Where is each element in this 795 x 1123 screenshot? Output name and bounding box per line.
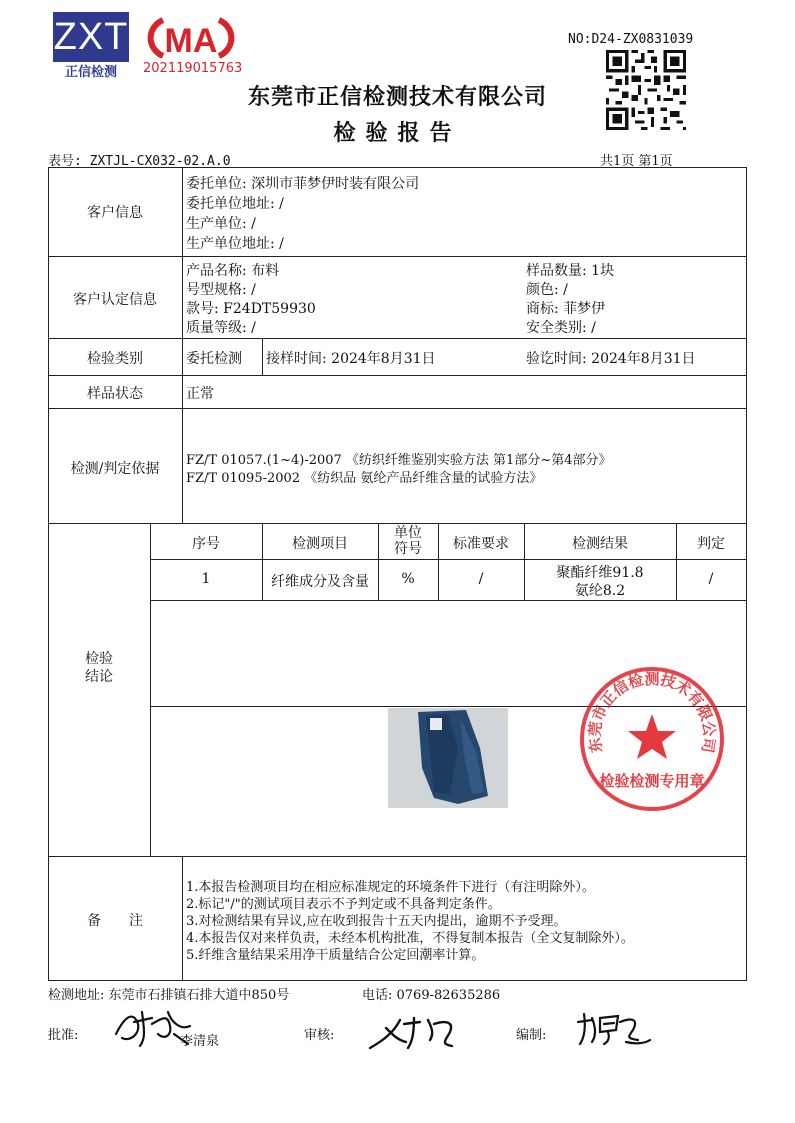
fabric-sample-photo	[388, 708, 508, 808]
product-style: 款号: F24DT59930	[186, 301, 316, 317]
received-date: 接样时间: 2024年8月31日	[266, 351, 436, 367]
row-seq: 1	[201, 571, 211, 587]
seal-bottom-text: 检验检测专用章	[599, 772, 705, 790]
row-verdict: /	[708, 571, 714, 587]
remark-1: 1.本报告检测项目均在相应标准规定的环境条件下进行（有注明除外）。	[186, 880, 595, 895]
form-number: 表号: ZXTJL-CX032-02.A.0	[48, 154, 231, 169]
conclusion-label: 检验 结论	[85, 651, 113, 685]
remark-2: 2.标记"/"的测试项目表示不予判定或不具备判定条件。	[186, 897, 501, 912]
prepare-label: 编制:	[516, 1028, 547, 1043]
official-seal	[577, 664, 727, 814]
product-info-label: 客户认定信息	[73, 292, 157, 308]
product-brand: 商标: 菲梦伊	[526, 301, 606, 317]
client-address: 委托单位地址: /	[186, 196, 284, 212]
producer-address: 生产单位地址: /	[186, 236, 284, 252]
client-info-label: 客户信息	[87, 205, 143, 221]
header-verdict: 判定	[697, 536, 725, 552]
cma-logo	[143, 14, 239, 60]
header-seq: 序号	[192, 536, 220, 552]
inspection-type-label: 检验类别	[87, 351, 143, 367]
product-name: 产品名称: 布料	[186, 263, 280, 279]
zxt-logo-subtitle: 正信检测	[64, 65, 117, 80]
sample-state-value: 正常	[186, 386, 214, 402]
product-model: 号型规格: /	[186, 282, 256, 298]
phone-number: 电话: 0769-82635286	[362, 988, 501, 1003]
cma-logo-text: MA	[164, 22, 218, 60]
basis-standard-1: FZ/T 01057.(1~4)-2007 《纺织纤维鉴别实验方法 第1部分~第4部分》	[186, 453, 612, 468]
qr-code-icon	[606, 50, 686, 130]
sample-state-label: 样品状态	[87, 386, 143, 402]
product-grade: 质量等级: /	[186, 320, 256, 336]
preparer-signature	[574, 1008, 654, 1048]
remark-3: 3.对检测结果有异议,应在收到报告十五天内提出，逾期不予受理。	[186, 914, 567, 929]
header-item: 检测项目	[292, 536, 348, 552]
remark-4: 4.本报告仅对来样负责，未经本机构批准，不得复制本报告（全文复制除外）。	[186, 931, 634, 946]
page-info: 共1页 第1页	[600, 154, 673, 169]
header-result: 检测结果	[572, 536, 628, 552]
company-title: 东莞市正信检测技术有限公司	[247, 85, 547, 110]
review-label: 审核:	[304, 1028, 335, 1043]
approver-name: 李清泉	[180, 1034, 220, 1049]
product-color: 颜色: /	[526, 282, 568, 298]
producer-unit: 生产单位: /	[186, 216, 256, 232]
row-result-line1: 聚酯纤维91.8	[556, 565, 644, 581]
row-standard: /	[478, 571, 484, 587]
header-standard: 标准要求	[453, 536, 509, 552]
zxt-logo: ZXT	[53, 12, 129, 62]
remarks-label: 备 注	[87, 913, 143, 929]
test-address: 检测地址: 东莞市石排镇石排大道中850号	[48, 988, 290, 1003]
basis-standard-2: FZ/T 01095-2002 《纺织品 氨纶产品纤维含量的试验方法》	[186, 471, 543, 486]
safety-category: 安全类别: /	[526, 320, 596, 336]
cma-number: 202119015763	[143, 61, 243, 76]
inspection-type-value: 委托检测	[186, 351, 242, 367]
header-unit: 单位 符号	[394, 525, 422, 557]
seal-text: 东莞市正信检测技术有限公司	[585, 669, 719, 755]
approve-label: 批准:	[48, 1028, 79, 1043]
reviewer-signature	[364, 1010, 464, 1052]
remark-5: 5.纤维含量结果采用净干质量结合公定回潮率计算。	[186, 948, 485, 963]
row-result-line2: 氨纶8.2	[574, 583, 626, 599]
completed-date: 验讫时间: 2024年8月31日	[526, 351, 696, 367]
row-unit: %	[401, 571, 415, 587]
basis-label: 检测/判定依据	[70, 461, 160, 477]
report-title: 检验报告	[333, 121, 462, 146]
report-number: NO:D24-ZX0831039	[568, 32, 694, 47]
sample-quantity: 样品数量: 1块	[526, 263, 615, 279]
row-item: 纤维成分及含量	[271, 574, 369, 590]
client-unit: 委托单位: 深圳市菲梦伊时装有限公司	[186, 176, 420, 192]
